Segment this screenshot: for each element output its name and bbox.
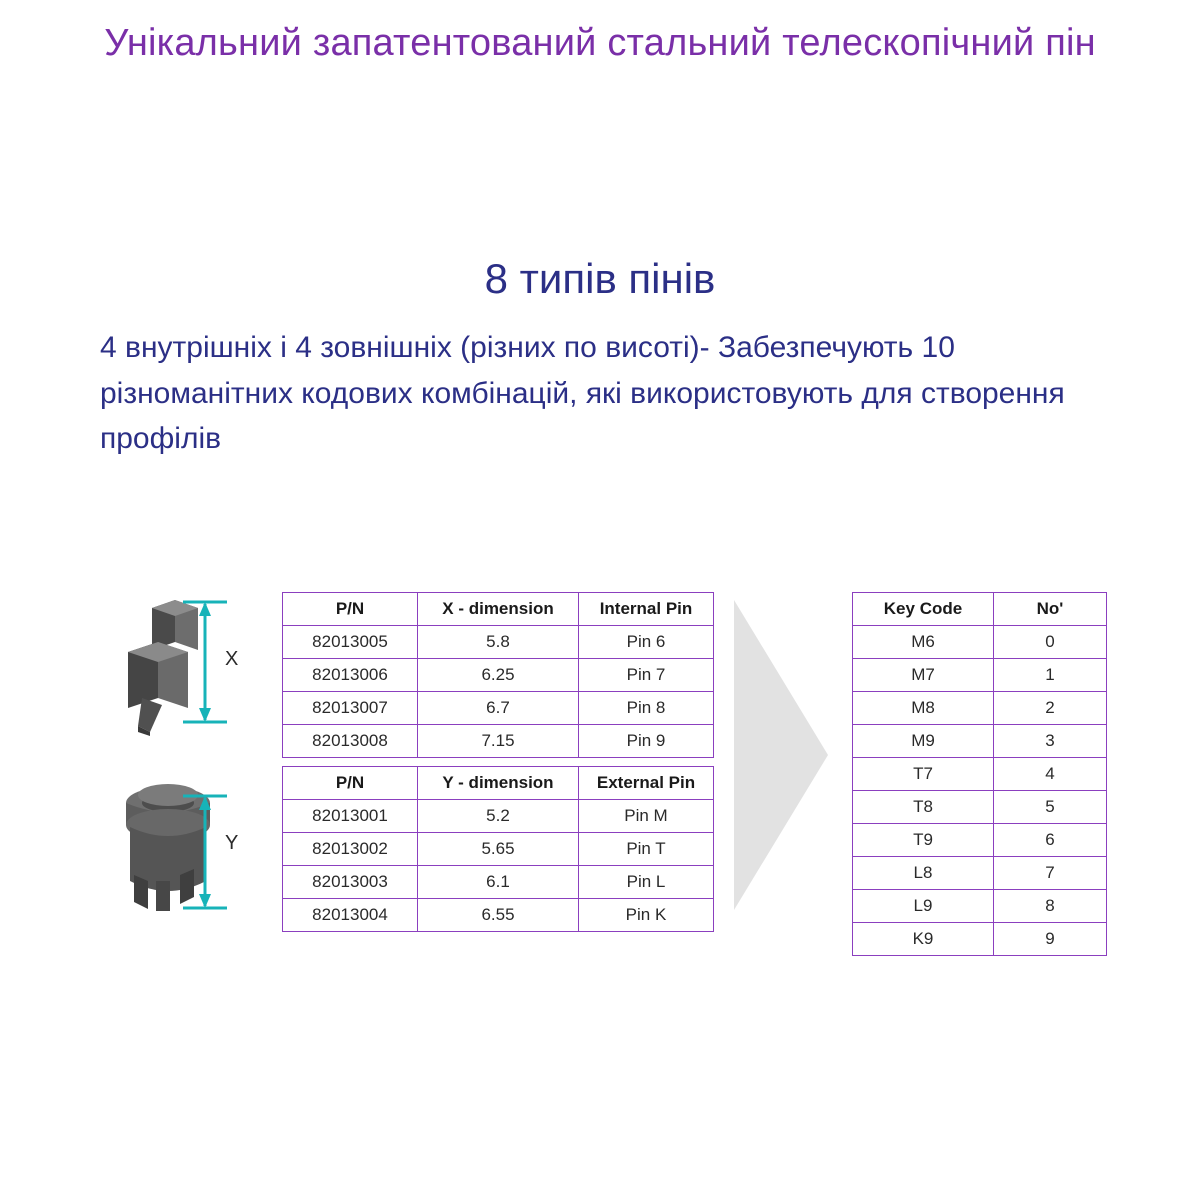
cell-pn: 82013005 xyxy=(283,626,418,659)
cell-number: 0 xyxy=(994,626,1107,659)
cell-key-code: L9 xyxy=(853,890,994,923)
key-code-table xyxy=(852,592,1107,956)
cell-number: 9 xyxy=(994,923,1107,956)
cell-dimension: 6.1 xyxy=(418,866,579,899)
table-header-row xyxy=(853,593,1107,626)
table-row xyxy=(853,692,1107,725)
cell-pin: Pin M xyxy=(579,800,714,833)
y-dimension-label: Y xyxy=(225,832,239,854)
table-row xyxy=(853,923,1107,956)
x-dimension-label: X xyxy=(225,648,239,670)
section-description: 4 внутрішніх і 4 зовнішніх (різних по висоті)- Забезпечують 10 різноманітних кодових комбінацій, які використовують для створення профілів xyxy=(100,331,1065,456)
right-arrow-icon xyxy=(726,590,836,920)
table-row xyxy=(283,659,714,692)
cell-number: 2 xyxy=(994,692,1107,725)
cell-dimension: 6.25 xyxy=(418,659,579,692)
cell-number: 1 xyxy=(994,659,1107,692)
cell-pn: 82013002 xyxy=(283,833,418,866)
cell-key-code: T7 xyxy=(853,758,994,791)
column-header-number: No' xyxy=(994,593,1107,626)
table-row xyxy=(853,791,1107,824)
page-title: Унікальний запатентований стальний телескопічний пін xyxy=(104,22,1096,64)
cell-pin: Pin 6 xyxy=(579,626,714,659)
table-row xyxy=(853,824,1107,857)
cell-key-code: K9 xyxy=(853,923,994,956)
cell-key-code: M6 xyxy=(853,626,994,659)
cell-key-code: M8 xyxy=(853,692,994,725)
table-row xyxy=(283,899,714,932)
cell-pin: Pin 9 xyxy=(579,725,714,758)
table-row xyxy=(283,725,714,758)
cell-dimension: 5.2 xyxy=(418,800,579,833)
cell-dimension: 5.8 xyxy=(418,626,579,659)
table-row xyxy=(853,890,1107,923)
cell-pn: 82013006 xyxy=(283,659,418,692)
cell-number: 8 xyxy=(994,890,1107,923)
table-row xyxy=(853,659,1107,692)
cell-number: 6 xyxy=(994,824,1107,857)
column-header-pn: P/N xyxy=(283,767,418,800)
table-row xyxy=(283,866,714,899)
external-pin-table xyxy=(282,766,714,932)
internal-pin-table xyxy=(282,592,714,758)
table-header-row xyxy=(283,593,714,626)
cell-number: 5 xyxy=(994,791,1107,824)
cell-key-code: L8 xyxy=(853,857,994,890)
section-heading: 8 типів пінів xyxy=(484,255,716,302)
column-header-pn: P/N xyxy=(283,593,418,626)
column-header-external-pin: External Pin xyxy=(579,767,714,800)
cell-number: 3 xyxy=(994,725,1107,758)
table-row xyxy=(853,626,1107,659)
cell-key-code: T9 xyxy=(853,824,994,857)
table-row xyxy=(283,800,714,833)
cell-dimension: 5.65 xyxy=(418,833,579,866)
cell-dimension: 6.7 xyxy=(418,692,579,725)
cell-dimension: 6.55 xyxy=(418,899,579,932)
cell-pin: Pin T xyxy=(579,833,714,866)
table-header-row xyxy=(283,767,714,800)
table-row xyxy=(283,626,714,659)
cell-pn: 82013008 xyxy=(283,725,418,758)
column-header-y-dimension: Y - dimension xyxy=(418,767,579,800)
cell-number: 7 xyxy=(994,857,1107,890)
column-header-key-code: Key Code xyxy=(853,593,994,626)
cell-key-code: M9 xyxy=(853,725,994,758)
cell-pn: 82013001 xyxy=(283,800,418,833)
cell-pin: Pin K xyxy=(579,899,714,932)
table-row xyxy=(283,692,714,725)
cell-pin: Pin L xyxy=(579,866,714,899)
table-row xyxy=(283,833,714,866)
cell-key-code: T8 xyxy=(853,791,994,824)
cell-pn: 82013003 xyxy=(283,866,418,899)
cell-number: 4 xyxy=(994,758,1107,791)
table-row xyxy=(853,857,1107,890)
table-row xyxy=(853,725,1107,758)
table-row xyxy=(853,758,1107,791)
cell-pn: 82013007 xyxy=(283,692,418,725)
cell-pin: Pin 8 xyxy=(579,692,714,725)
column-header-x-dimension: X - dimension xyxy=(418,593,579,626)
cell-dimension: 7.15 xyxy=(418,725,579,758)
column-header-internal-pin: Internal Pin xyxy=(579,593,714,626)
cell-pin: Pin 7 xyxy=(579,659,714,692)
cell-pn: 82013004 xyxy=(283,899,418,932)
cell-key-code: M7 xyxy=(853,659,994,692)
